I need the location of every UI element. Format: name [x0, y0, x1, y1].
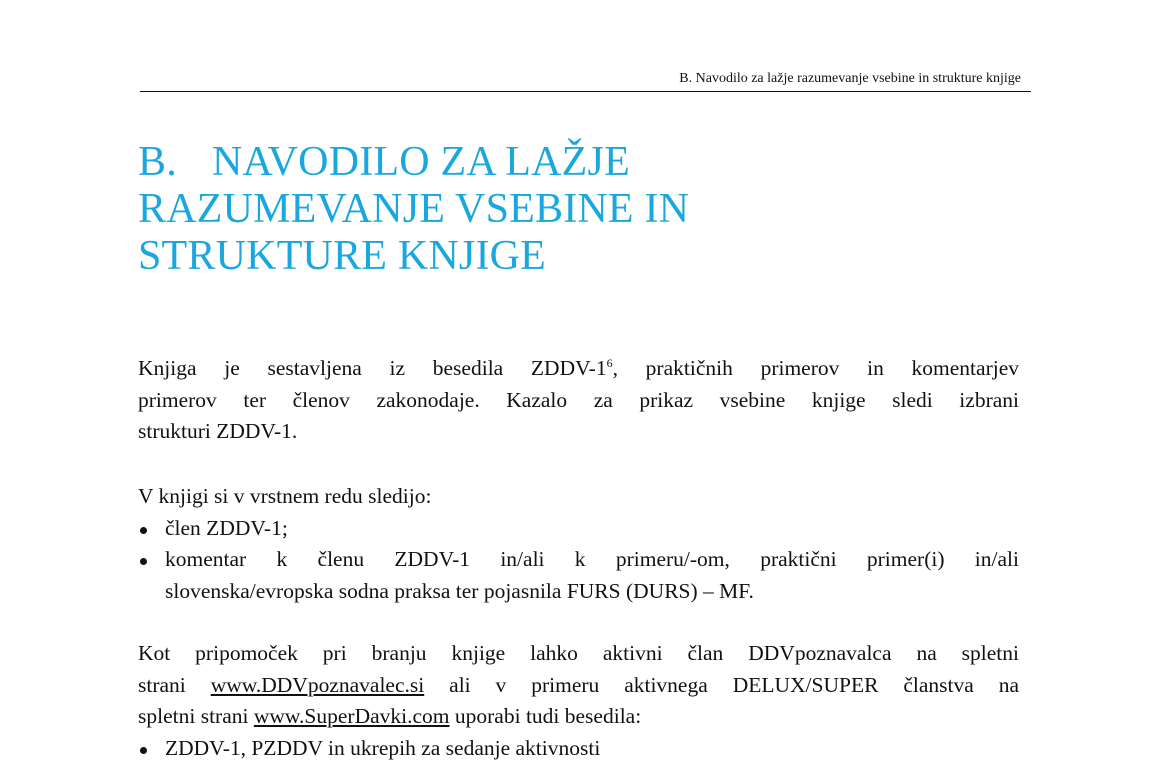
cut-off-list-item: [138, 733, 738, 765]
paragraph-line: [138, 701, 1019, 733]
header-rule: [140, 91, 1031, 92]
footnote-reference[interactable]: 6: [606, 355, 613, 370]
running-header: B. Navodilo za lažje razumevanje vsebine in strukture knjige: [679, 71, 1021, 86]
chapter-title-line-2: RAZUMEVANJE VSEBINE IN: [138, 186, 690, 232]
list-item: [138, 544, 1019, 607]
text-run: , praktičnih primerov in komentarjev: [612, 356, 1019, 380]
chapter-title-line-1: [138, 139, 898, 186]
superdavki-link[interactable]: www.SuperDavki.com: [253, 704, 450, 728]
list-item-text: slovenska/evropska sodna praksa ter pojasnila FURS (DURS) – MF.: [165, 578, 754, 603]
chapter-title-text-1: NAVODILO ZA LAŽJE: [212, 139, 630, 185]
chapter-title: [138, 139, 898, 280]
paragraph-line: [138, 353, 1019, 385]
list-item-text: ZDDV-1, PZDDV in ukrepih za sedanje aktivnosti: [165, 736, 601, 760]
text-run: uporabi tudi besedila:: [449, 704, 642, 728]
paragraph-online-tools: [138, 638, 1019, 733]
list-item: [138, 513, 1019, 545]
text-run: spletni strani: [138, 704, 254, 728]
paragraph-line: [138, 670, 1019, 702]
chapter-title-line-3: STRUKTURE KNJIGE: [138, 233, 547, 279]
text-run: strani: [138, 672, 211, 697]
bullet-icon: [140, 558, 147, 565]
bullet-icon: [140, 527, 147, 534]
bullet-list: [138, 513, 1019, 608]
text-run: ali v primeru aktivnega DELUX/SUPER članstva na: [424, 672, 1019, 697]
ddvpoznavalec-link[interactable]: www.DDVpoznavalec.si: [210, 672, 425, 697]
paragraph-line: strukturi ZDDV-1.: [138, 419, 298, 443]
paragraph-structure: [138, 353, 1019, 448]
bullet-icon: [140, 747, 147, 754]
paragraph-line: Kot pripomoček pri branju knjige lahko aktivni član DDVpoznavalca na spletni: [138, 641, 1019, 665]
list-item-text: člen ZDDV-1;: [165, 515, 288, 540]
paragraph-order: [138, 481, 1019, 607]
paragraph-intro: V knjigi si v vrstnem redu sledijo:: [138, 484, 432, 508]
paragraph-line: primerov ter členov zakonodaje. Kazalo za prikaz vsebine knjige sledi izbrani: [138, 387, 1019, 412]
chapter-number: B.: [138, 139, 177, 185]
text-run: Knjiga je sestavljena iz besedila ZDDV-1: [138, 356, 607, 380]
list-item-text: komentar k členu ZDDV-1 in/ali k primeru/-om, praktični primer(i) in/ali: [165, 547, 1019, 571]
